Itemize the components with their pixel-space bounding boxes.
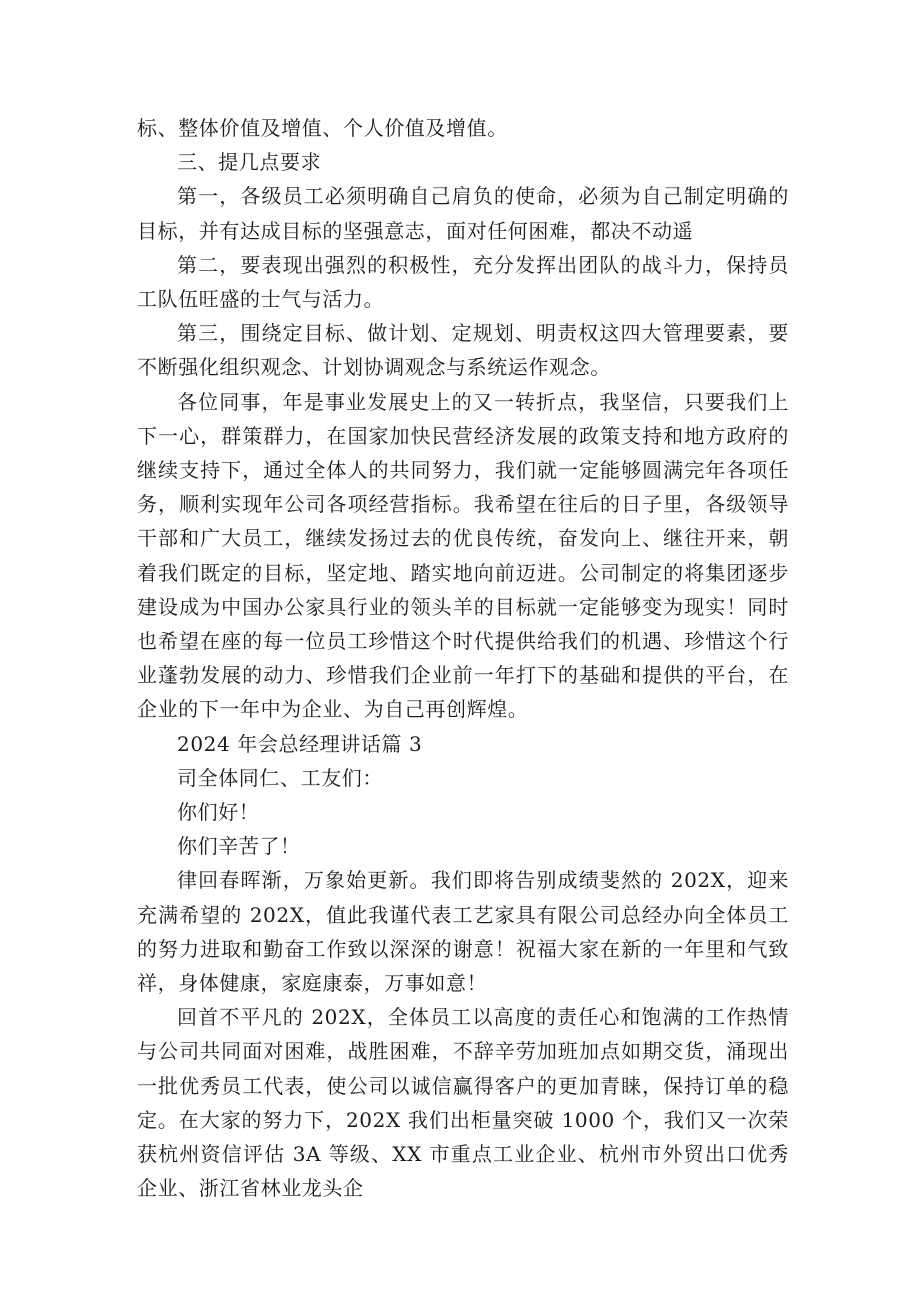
section-title: 2024 年会总经理讲话篇 3 <box>177 731 423 756</box>
paragraph: 第二，要表现出强烈的积极性，充分发挥出团队的战斗力，保持员工队伍旺盛的士气与活力。 <box>137 252 789 312</box>
paragraph: 标、整体价值及增值、个人价值及增值。 <box>137 116 508 140</box>
greeting: 你们好！ <box>177 800 260 825</box>
paragraph: 第一，各级员工必须明确自己肩负的使命，必须为自己制定明确的目标，并有达成目标的坚强意志，面对任何困难，都决不动遥 <box>137 184 789 243</box>
paragraph: 律回春晖渐，万象始更新。我们即将告别成绩斐然的 202X，迎来充满希望的 202X，值此我谨代表工艺家具有限公司总经办向全体员工的努力进取和勤奋工作致以深深的谢意！祝福大家在新的一年里和气致祥，身体健康，家庭康泰，万事如意！ <box>137 868 789 996</box>
paragraph: 第三，围绕定目标、做计划、定规划、明责权这四大管理要素，要不断强化组织观念、计划协调观念与系统运作观念。 <box>137 321 789 380</box>
salutation: 司全体同仁、工友们： <box>177 765 383 790</box>
greeting: 你们辛苦了！ <box>177 834 301 859</box>
paragraph: 各位同事，年是事业发展史上的又一转折点，我坚信，只要我们上下一心，群策群力，在国家加快民营经济发展的政策支持和地方政府的继续支持下，通过全体人的共同努力，我们就一定能够圆满完年各项任务，顺利实现年公司各项经营指标。我希望在往后的日子里，各级领导干部和广大员工，继续发扬过去的优良传统，奋发向上、继往开来，朝着我们既定的目标，坚定地、踏实地向前迈进。公司制定的将集团逐步建设成为中国办公家具行业的领头羊的目标就一定能够变为现实！同时也希望在座的每一位员工珍惜这个时代提供给我们的机遇、珍惜这个行业蓬勃发展的动力、珍惜我们企业前一年打下的基础和提供的平台，在企业的下一年中为企业、为自己再创辉煌。 <box>137 389 789 722</box>
section-heading: 三、提几点要求 <box>177 150 322 175</box>
paragraph: 回首不平凡的 202X，全体员工以高度的责任心和饱满的工作热情与公司共同面对困难，战胜困难，不辞辛劳加班加点如期交货，涌现出一批优秀员工代表，使公司以诚信赢得客户的更加青睐，保持订单的稳定。在大家的努力下，202X 我们出柜量突破 1000 个，我们又一次荣获杭州资信评估 3A 等级、XX 市重点工业企业、杭州市外贸出口优秀企业、浙江省林业龙头企 <box>137 1005 789 1201</box>
document-body <box>137 111 789 1206</box>
